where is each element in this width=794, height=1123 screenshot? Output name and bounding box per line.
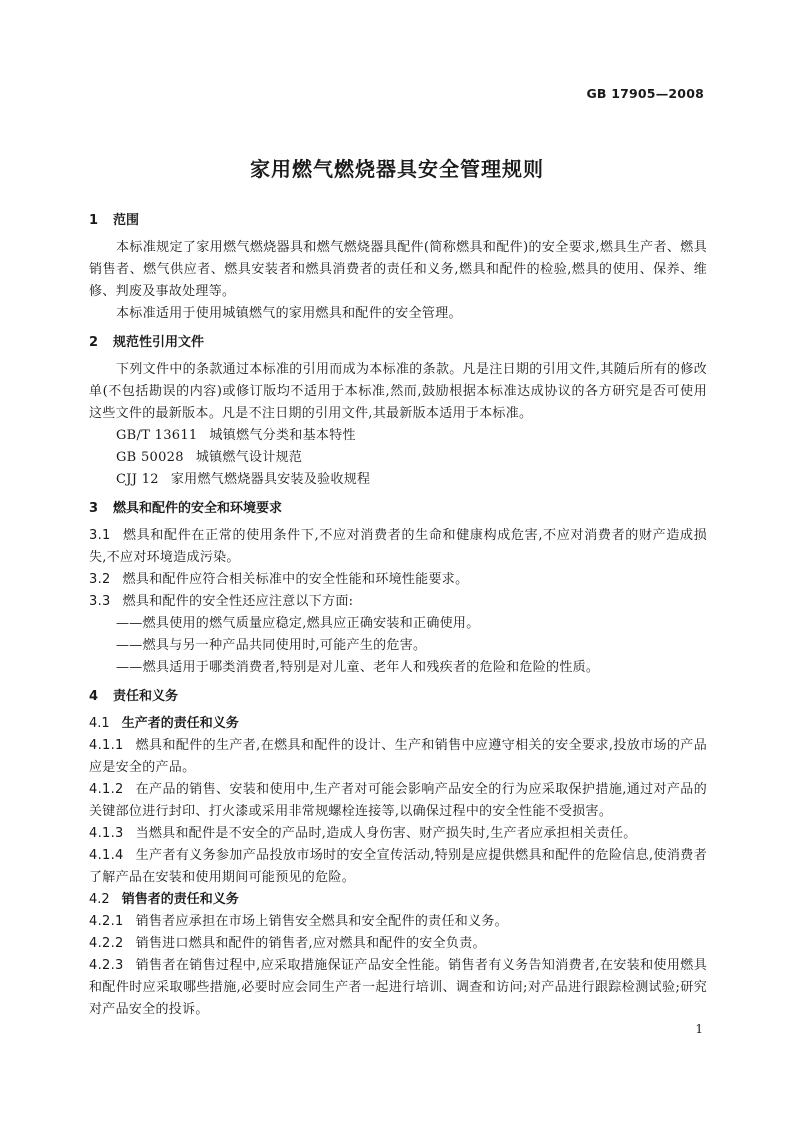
clause-text: 燃具和配件应符合相关标准中的安全性能和环境性能要求。 [122, 572, 469, 587]
clause-text: 销售进口燃具和配件的销售者,应对燃具和配件的安全负责。 [135, 936, 486, 951]
dash-list-item: ——燃具适用于哪类消费者,特别是对儿童、老年人和残疾者的危险和危险的性质。 [116, 660, 600, 675]
section-title: 燃具和配件的安全和环境要求 [113, 501, 283, 516]
clause-number: 3.1 [89, 528, 111, 543]
reference-item [89, 469, 707, 491]
dash-list-item: ——燃具使用的燃气质量应稳定,燃具应正确安装和正确使用。 [116, 616, 480, 631]
clause-number: 4.2.3 [89, 958, 124, 973]
section-3-heading [89, 498, 707, 520]
subsection-4-2-heading [89, 889, 707, 911]
clause-text: 销售者在销售过程中,应采取措施保证产品安全性能。销售者有义务告知消费者,在安装和使用燃具和配件时应采取哪些措施,必要时应会同生产者一起进行培训、调查和访问;对产品进行跟踪检测试验;研究对产品安全的投诉。 [89, 958, 707, 1017]
section-number: 2 [89, 335, 99, 350]
clause-text: 燃具和配件的安全性还应注意以下方面: [122, 594, 354, 609]
reference-code: GB 50028 [116, 450, 184, 465]
reference-title: 家用燃气燃烧器具安装及验收规程 [170, 472, 371, 487]
standard-number: GB 17905—2008 [586, 86, 704, 101]
section-2-heading [89, 332, 707, 354]
paragraph: 本标准规定了家用燃气燃烧器具和燃气燃烧器具配件(简称燃具和配件)的安全要求,燃具生产者、燃具销售者、燃气供应者、燃具安装者和燃具消费者的责任和义务,燃具和配件的检验,燃具的使用、保养、维修、判废及事故处理等。 [89, 240, 707, 299]
reference-code: GB/T 13611 [116, 428, 198, 443]
clause-number: 4.2.2 [89, 936, 124, 951]
clause [89, 525, 707, 569]
reference-item [89, 425, 707, 447]
clause [89, 591, 707, 613]
clause-text: 燃具和配件的生产者,在燃具和配件的设计、生产和销售中应遵守相关的安全要求,投放市场的产品应是安全的产品。 [89, 738, 707, 775]
clause-number: 4.1.4 [89, 848, 124, 863]
subsection-number: 4.2 [89, 892, 110, 907]
section-4-heading [89, 686, 707, 708]
clause [89, 845, 707, 889]
clause-number: 4.1.2 [89, 782, 124, 797]
section-number: 4 [89, 689, 99, 704]
section-number: 1 [89, 213, 99, 228]
paragraph: 下列文件中的条款通过本标准的引用而成为本标准的条款。凡是注日期的引用文件,其随后所有的修改单(不包括勘误的内容)或修订版均不适用于本标准,然而,鼓励根据本标准达成协议的各方研究是否可使用这些文件的最新版本。凡是不注日期的引用文件,其最新版本适用于本标准。 [89, 362, 707, 421]
subsection-title: 生产者的责任和义务 [121, 716, 239, 731]
clause [89, 735, 707, 779]
section-title: 规范性引用文件 [113, 335, 205, 350]
section-title: 范围 [113, 213, 140, 228]
clause [89, 823, 707, 845]
reference-item [89, 447, 707, 469]
reference-title: 城镇燃气设计规范 [195, 450, 303, 465]
clause-number: 4.2.1 [89, 914, 124, 929]
clause [89, 933, 707, 955]
dash-list-item: ——燃具与另一种产品共同使用时,可能产生的危害。 [116, 638, 427, 653]
clause-text: 销售者应承担在市场上销售安全燃具和安全配件的责任和义务。 [135, 914, 508, 929]
clause-number: 4.1.3 [89, 826, 124, 841]
clause [89, 955, 707, 1021]
clause [89, 911, 707, 933]
subsection-title: 销售者的责任和义务 [121, 892, 239, 907]
section-title: 责任和义务 [113, 689, 179, 704]
section-number: 3 [89, 501, 99, 516]
subsection-number: 4.1 [89, 716, 110, 731]
subsection-4-1-heading [89, 713, 707, 735]
clause-text: 在产品的销售、安装和使用中,生产者对可能会影响产品安全的行为应采取保护措施,通过对产品的关键部位进行封印、打火漆或采用非常规螺栓连接等,以确保过程中的安全性能不受损害。 [89, 782, 707, 819]
clause [89, 569, 707, 591]
clause-number: 4.1.1 [89, 738, 124, 753]
clause [89, 779, 707, 823]
paragraph: 本标准适用于使用城镇燃气的家用燃具和配件的安全管理。 [116, 306, 462, 321]
page-number: 1 [695, 1022, 703, 1036]
clause-text: 生产者有义务参加产品投放市场时的安全宣传活动,特别是应提供燃具和配件的危险信息,使消费者了解产品在安装和使用期间可能预见的危险。 [89, 848, 707, 885]
clause-text: 当燃具和配件是不安全的产品时,造成人身伤害、财产损失时,生产者应承担相关责任。 [135, 826, 637, 841]
clause-number: 3.3 [89, 594, 111, 609]
reference-code: CJJ 12 [116, 472, 159, 487]
clause-text: 燃具和配件在正常的使用条件下,不应对消费者的生命和健康构成危害,不应对消费者的财产造成损失,不应对环境造成污染。 [89, 528, 707, 565]
document-body [89, 210, 707, 1021]
document-title: 家用燃气燃烧器具安全管理规则 [250, 157, 544, 181]
section-1-heading [89, 210, 707, 232]
clause-number: 3.2 [89, 572, 111, 587]
reference-title: 城镇燃气分类和基本特性 [209, 428, 356, 443]
